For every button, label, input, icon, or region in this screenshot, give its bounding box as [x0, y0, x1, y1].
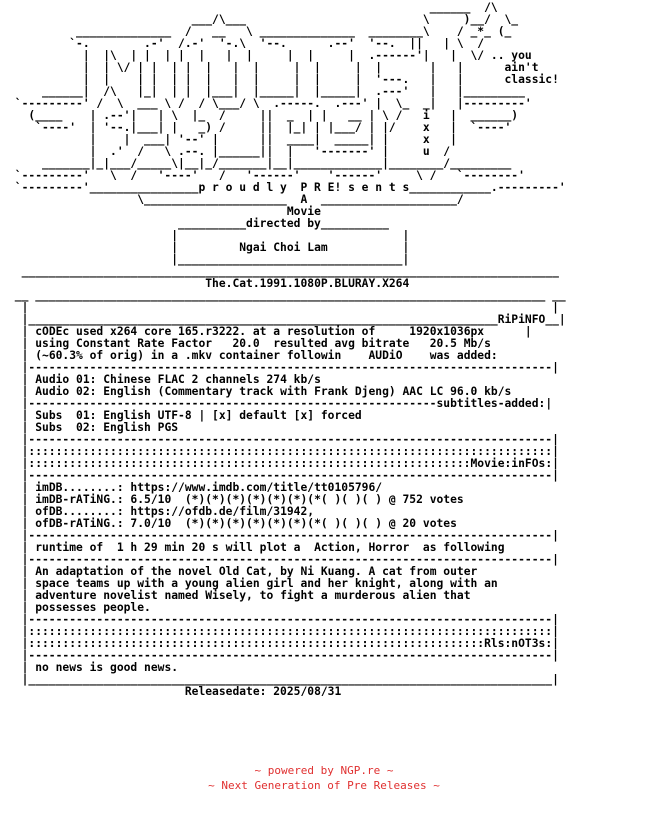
movieinfos-header: Movie:inFOs:: [470, 457, 553, 470]
director-name: Ngai Choi Lam: [239, 241, 328, 254]
box-line: | adventure novelist named Wisely, to fight a murderous alien that: [8, 589, 471, 602]
logo-line: | | | | | | | | | | | | '---. | | classic!: [8, 73, 559, 86]
divider: |-----------------------------------------------------------------------------|: [8, 469, 559, 482]
director-frame-bottom: |_________________________________|: [8, 253, 410, 266]
subs-line: Subs 02: English PGS: [35, 421, 179, 434]
box-line: | Subs 01: English UTF-8 | [x] default [x] forced: [8, 409, 362, 422]
box-line: | Subs 02: English PGS: [8, 421, 179, 434]
box-line: | imDB-rATiNG.: 6.5/10 (*)(*)(*)(*)(*)(*)(*( )( )( ) @ 752 votes: [8, 493, 464, 506]
box-line: | using Constant Rate Factor 20.0 resulted avg bitrate 20.5 Mb/s: [8, 337, 491, 350]
audio-line: Audio 01: Chinese FLAC 2 channels 274 kb/s: [35, 373, 321, 386]
logo-line: (____ | .--'| | \ |_ / || _ | | __ | \ / i | ______): [8, 109, 519, 122]
plot-line: adventure novelist named Wisely, to fight a murderous alien that: [35, 589, 471, 602]
director-frame-top: | |: [8, 229, 410, 242]
release-date: Releasedate: 2025/08/31: [184, 685, 342, 698]
notes-line: no news is good news.: [35, 661, 179, 674]
presents-a: A: [300, 193, 308, 206]
director-row: | Ngai Choi Lam |: [8, 241, 410, 254]
release-name: The.Cat.1991.1080P.BLURAY.X264: [205, 277, 410, 290]
logo-line: _______|_|___/_____\|__|_/_______|__|_____________|________/_________: [8, 157, 512, 170]
release-frame: _______________________________________________________________________________: [8, 265, 559, 278]
box-line: | Audio 01: Chinese FLAC 2 channels 274 kb/s: [8, 373, 321, 386]
logo-line: | | ___| '--' | || ____| _____| | x |: [8, 133, 457, 146]
logo-line: | .' / \ .--. |______|| | '-------' | u /: [8, 145, 451, 158]
box-line: | space teams up with a young alien girl and her knight, along with an: [8, 577, 498, 590]
presents-a-row: \_____________________ A ____________________/: [8, 193, 464, 206]
box-top: __ ___________________________________________________________________________ __: [8, 289, 566, 302]
ripinfo-header-row: |_____________________________________________________________________RiPiNFO__|: [8, 313, 566, 326]
divider: |-----------------------------------------------------------------------------|: [8, 649, 559, 662]
ripinfo-header: RiPiNFO: [497, 313, 546, 326]
box-bottom: |_____________________________________________________________________________|: [8, 673, 559, 686]
ofdb-url: ofDB........: https://ofdb.de/film/31942,: [35, 505, 315, 518]
box-line: | An adaptation of the novel Old Cat, by Ni Kuang. A cat from outer: [8, 565, 478, 578]
divider: |-----------------------------------------------------------------------------|: [8, 361, 559, 374]
ripinfo-line: using Constant Rate Factor 20.0 resulted avg bitrate 20.5 Mb/s: [35, 337, 491, 350]
plot-line: space teams up with a young alien girl and her knight, along with an: [35, 577, 498, 590]
logo-line: `---------' \ / '----' / '------' '------' \ / `--------': [8, 169, 525, 182]
logo-line: ______| /\ |_| | | |___| |_____| |_____| .---' | |_________: [8, 85, 525, 98]
divider: |-----------------------------------------------------------------------------|: [8, 433, 559, 446]
logo-line: | | \/ | | | | | | | | | | | | | ain't: [8, 61, 539, 74]
ngp-tagline: ~ Next Generation of Pre Releases ~: [208, 779, 440, 792]
box-line: | ofDB........: https://ofdb.de/film/31942,: [8, 505, 315, 518]
ripinfo-line: (~60.3% of orig) in a .mkv container followin AUDiO was added:: [35, 349, 498, 362]
logo-line: | |\ | | | | | | | | | | .------'| | \/ .. you: [8, 49, 532, 62]
ofdb-rating: ofDB-rATiNG.: 7.0/10 (*)(*)(*)(*)(*)(*)(*( )( )( ) @ 20 votes: [35, 517, 457, 530]
box-line: | cODEc used x264 core 165.r3222. at a resolution of 1920x1036px |: [8, 325, 532, 338]
plot-line: An adaptation of the novel Old Cat, by Ni Kuang. A cat from outer: [35, 565, 478, 578]
box-line: | possesses people.: [8, 601, 151, 614]
ripinfo-line: cODEc used x264 core 165.r3222. at a resolution of 1920x1036px: [35, 325, 485, 338]
divider: |-----------------------------------------------------------------------------|: [8, 553, 559, 566]
release-date-row: [8, 686, 566, 698]
logo-line: `-. .-' /.-' '-.\ '--. .--' '--. || | \ /: [8, 37, 485, 50]
subs-line: Subs 01: English UTF-8 | [x] default [x] forced: [35, 409, 362, 422]
imdb-url: imDB........: https://www.imdb.com/title/tt0105796/: [35, 481, 383, 494]
logo-line: `---------' / \ ___ \ / / \___/ \ .-----. .---' | \_ _| |---------': [8, 97, 532, 110]
logo-line: ______________ / __ \ ______________ ________\ / _*_ (_: [8, 25, 512, 38]
footer: [0, 763, 648, 793]
box-line: | (~60.3% of orig) in a .mkv container followin AUDiO was added:: [8, 349, 498, 362]
movie-word: Movie: [286, 205, 321, 218]
imdb-rating: imDB-rATiNG.: 6.5/10 (*)(*)(*)(*)(*)(*)(*( )( )( ) @ 752 votes: [35, 493, 464, 506]
powered-by: ~ powered by NGP.re ~: [254, 764, 394, 777]
runtime-line: runtime of 1 h 29 min 20 s will plot a Action, Horror as following: [35, 541, 505, 554]
subtitles-header-row: |------------------------------------------------------------subtitles-added:|: [8, 397, 553, 410]
audio-line: Audio 02: English (Commentary track with Frank Djeng) AAC LC 96.0 kb/s: [35, 385, 512, 398]
logo-line: `----' | '--.|___| | _) / || |_| | |___/ | |/ x | `----': [8, 121, 512, 134]
nfo-text: [8, 2, 566, 698]
directed-by-row: __________directed by__________: [8, 217, 389, 230]
box-line: | runtime of 1 h 29 min 20 s will plot a Action, Horror as following: [8, 541, 505, 554]
movieinfos-header-row: |:::::::::::::::::::::::::::::::::::::::::::::::::::::::::::::::::Movie:inFOs:|: [8, 457, 559, 470]
tagline-row: `---------'________________p r o u d l y P R E! s e n t s____________.---------': [8, 181, 566, 194]
tagline: p r o u d l y P R E! s e n t s: [198, 181, 410, 194]
notes-header: Rls:nOT3s: [484, 637, 546, 650]
box-line: | |: [8, 301, 559, 314]
logo-line: ___/\___ \ )__/ \_: [8, 13, 519, 26]
plot-line: possesses people.: [35, 601, 151, 614]
box-line: | no news is good news.: [8, 661, 179, 674]
subtitles-header: subtitles-added:: [436, 397, 546, 410]
divider: |:::::::::::::::::::::::::::::::::::::::::::::::::::::::::::::::::::::::::::::|: [8, 445, 559, 458]
divider: |:::::::::::::::::::::::::::::::::::::::::::::::::::::::::::::::::::::::::::::|: [8, 625, 559, 638]
directed-by: directed by: [246, 217, 321, 230]
divider: |-----------------------------------------------------------------------------|: [8, 613, 559, 626]
divider: |-----------------------------------------------------------------------------|: [8, 529, 559, 542]
notes-header-row: |:::::::::::::::::::::::::::::::::::::::::::::::::::::::::::::::::::Rls:nOT3s:|: [8, 637, 559, 650]
box-line: | imDB........: https://www.imdb.com/title/tt0105796/: [8, 481, 383, 494]
box-line: | Audio 02: English (Commentary track with Frank Djeng) AAC LC 96.0 kb/s: [8, 385, 512, 398]
box-line: | ofDB-rATiNG.: 7.0/10 (*)(*)(*)(*)(*)(*)(*( )( )( ) @ 20 votes: [8, 517, 457, 530]
logo-line: ______ /\: [8, 1, 498, 14]
